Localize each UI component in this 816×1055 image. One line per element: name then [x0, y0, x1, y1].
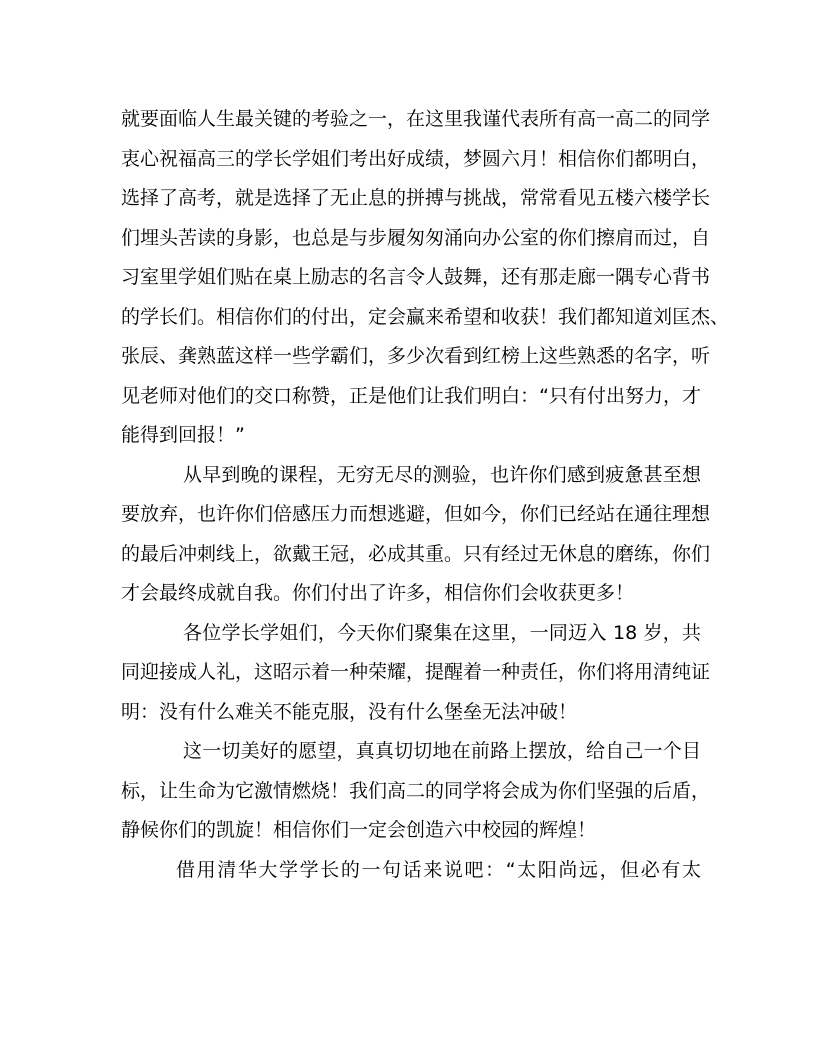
text-line: 同迎接成人礼，这昭示着一种荣耀，提醒着一种责任，你们将用清纯证	[121, 661, 711, 683]
text-line: 习室里学姐们贴在桌上励志的名言令人鼓舞，还有那走廊一隅专心背书	[121, 266, 711, 288]
text-line: 静候你们的凯旋！相信你们一定会创造六中校园的辉煌！	[121, 819, 597, 841]
document-body	[121, 100, 730, 890]
text-line: 要放弃，也许你们倍感压力而想逃避，但如今，你们已经站在通往理想	[121, 503, 711, 525]
text-line: 明：没有什么难关不能克服，没有什么堡垒无法冲破！	[121, 700, 578, 723]
text-line: 见老师对他们的交口称赞，正是他们让我们明白：“只有付出努力，才	[121, 384, 701, 407]
text-line: 的学长们。相信你们的付出，定会赢来希望和收获！我们都知道刘匡杰、	[121, 305, 730, 328]
text-line: 标，让生命为它激情燃烧！我们高二的同学将会成为你们坚强的后盾，	[121, 779, 711, 802]
paragraph-5	[121, 851, 701, 891]
text-line: 才会最终成就自我。你们付出了许多，相信你们会收获更多！	[121, 582, 635, 604]
text-line: 能得到回报！”	[121, 424, 245, 446]
text-line: 衷心祝福高三的学长学姐们考出好成绩，梦圆六月！相信你们都明白，	[121, 147, 711, 170]
text-line: 的最后冲刺线上，欲戴王冠，必成其重。只有经过无休息的磨练，你们	[121, 542, 711, 565]
text-line: 就要面临人生最关键的考验之一，在这里我谨代表所有高一高二的同学	[121, 108, 711, 130]
paragraph-4	[121, 732, 711, 851]
text-line: 各位学长学姐们，今天你们聚集在这里，一同迈入 18 岁，共	[183, 621, 701, 644]
text-line: 张辰、龚熟蓝这样一些学霸们，多少次看到红榜上这些熟悉的名字，听	[121, 345, 711, 367]
text-line: 选择了高考，就是选择了无止息的拼搏与挑战，常常看见五楼六楼学长	[121, 187, 711, 209]
paragraph-1	[121, 100, 730, 456]
paragraph-3	[121, 614, 711, 733]
text-line: 从早到晚的课程，无穷无尽的测验，也许你们感到疲惫甚至想	[183, 463, 701, 486]
text-line: 借用清华大学学长的一句话来说吧：“太阳尚远，但必有太	[176, 858, 701, 881]
text-line: 这一切美好的愿望，真真切切地在前路上摆放，给自己一个目	[183, 740, 701, 762]
text-line: 们埋头苦读的身影，也总是与步履匆匆涌向办公室的你们擦肩而过，自	[121, 226, 711, 249]
paragraph-2	[121, 456, 711, 614]
